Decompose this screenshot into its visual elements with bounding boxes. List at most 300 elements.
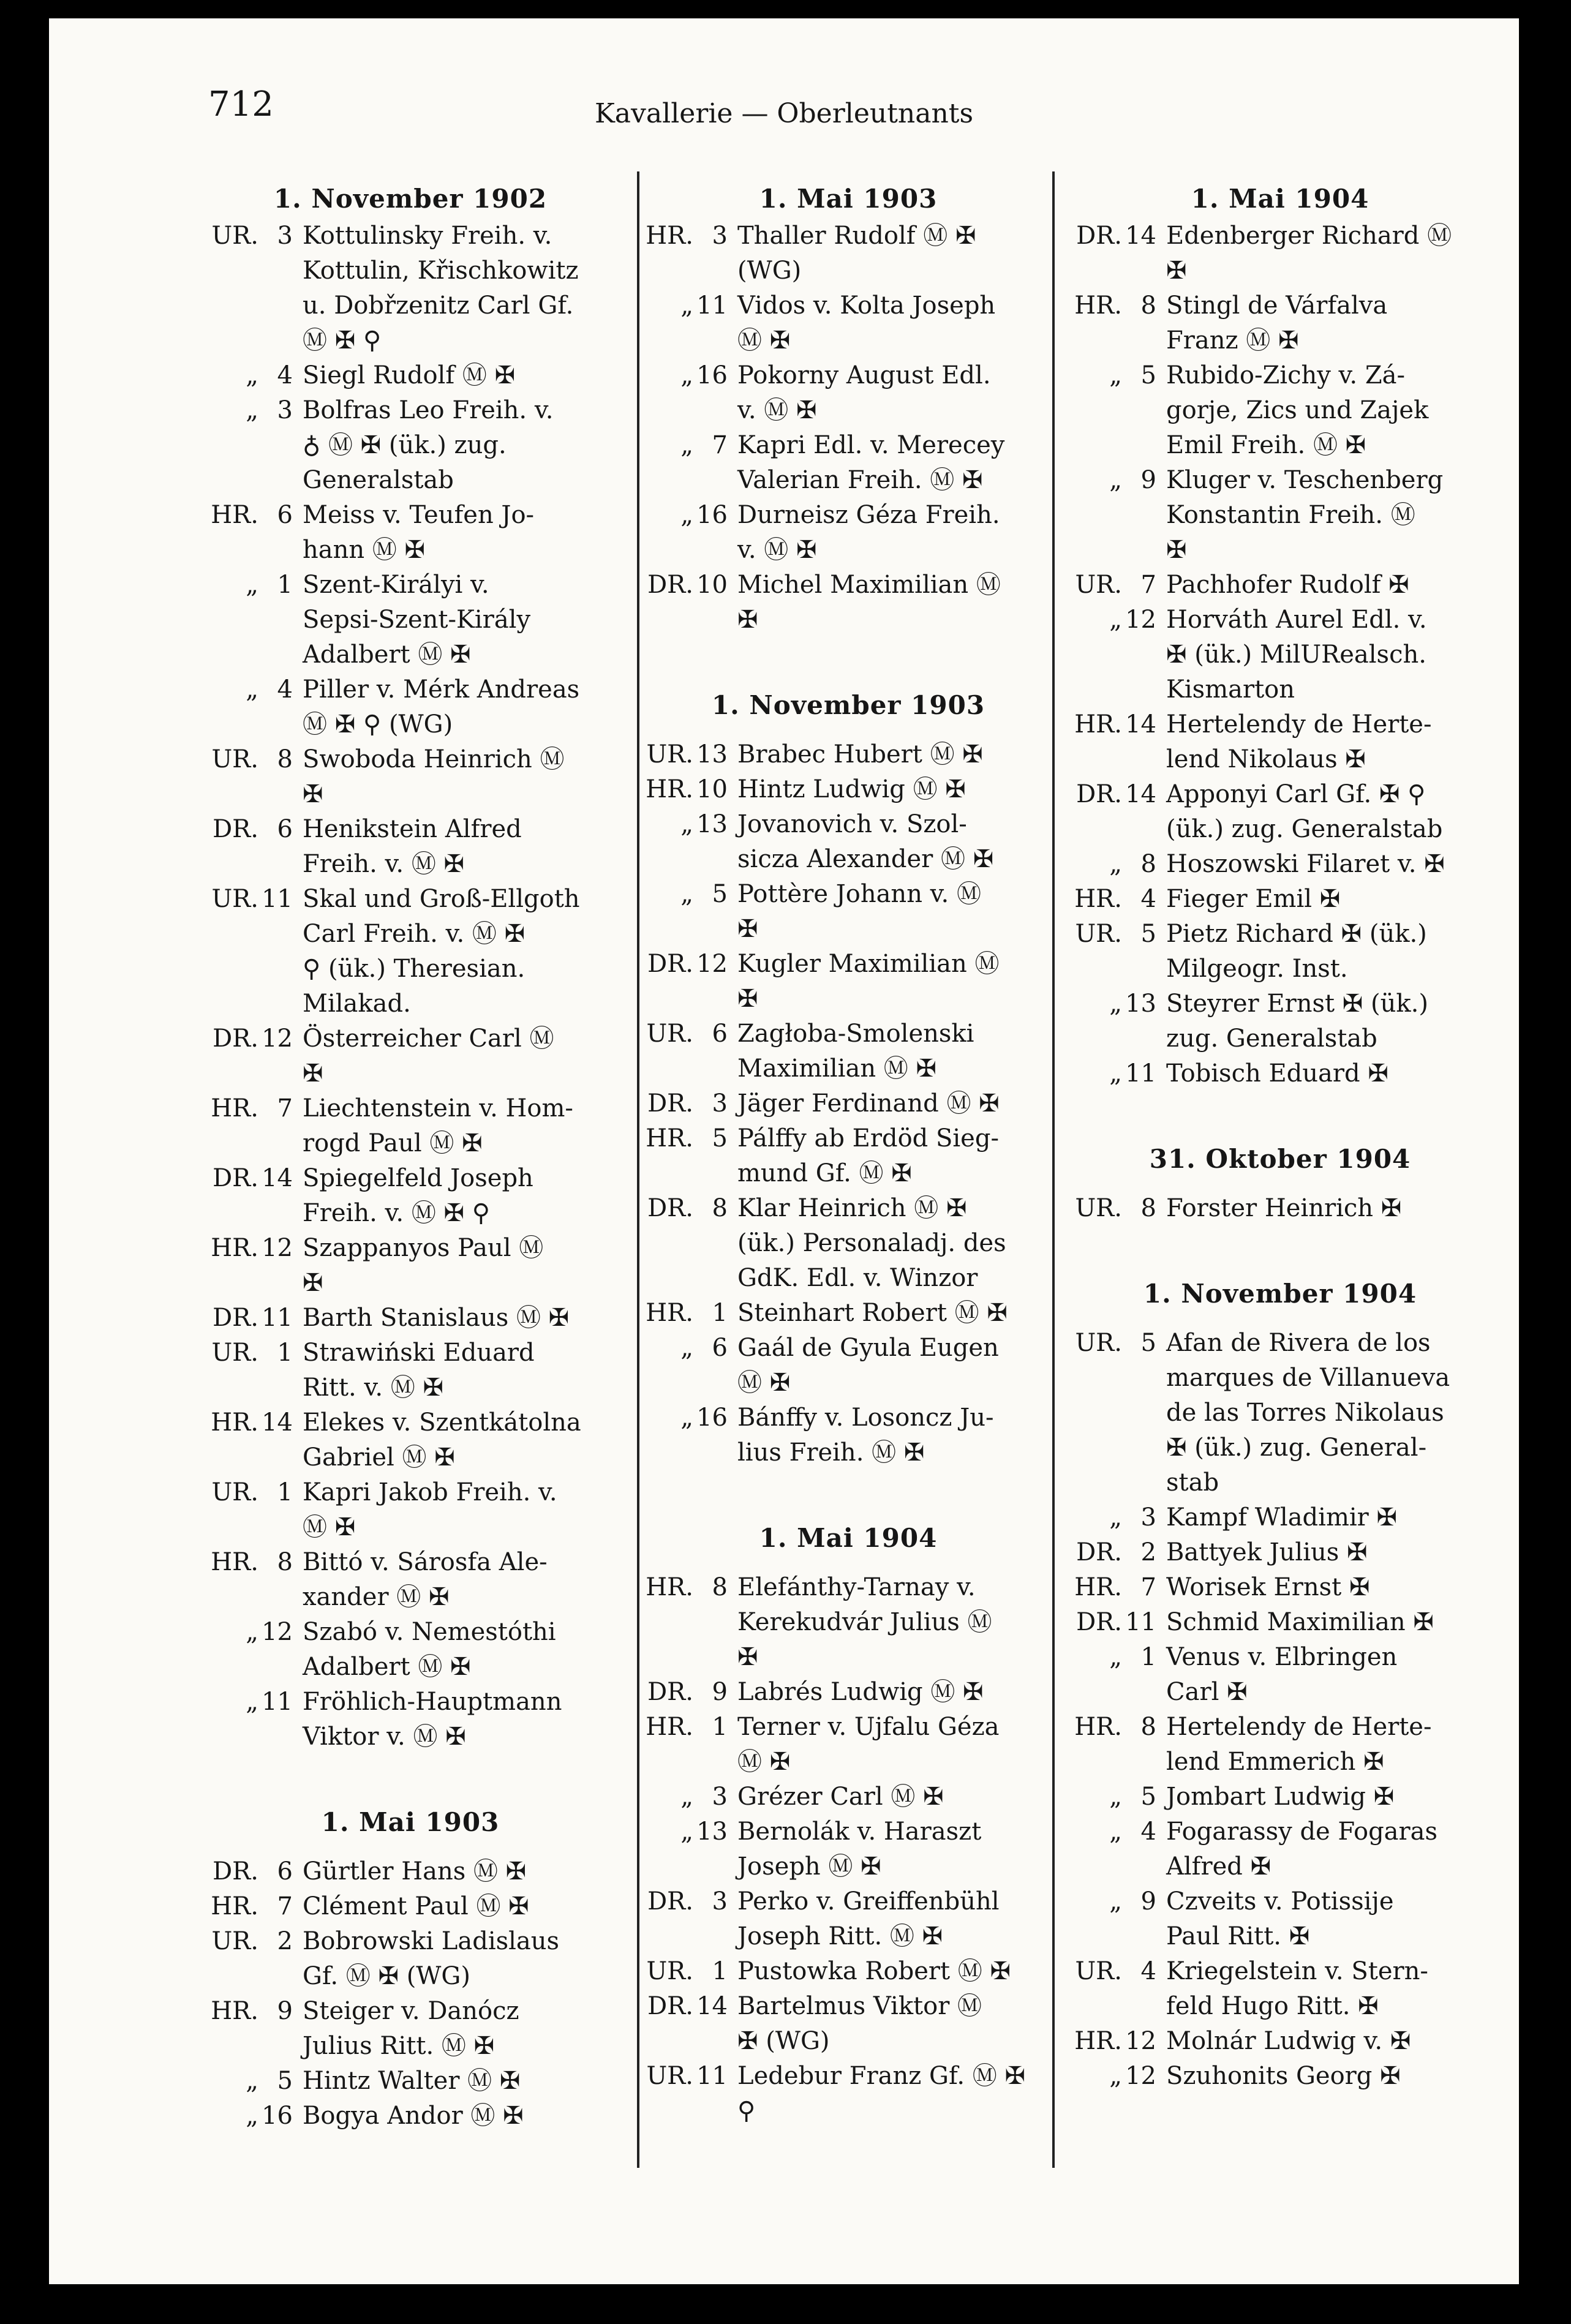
regiment-type: „ (680, 1818, 693, 1846)
regiment-type: DR. (647, 1678, 693, 1706)
officer-entry (190, 2099, 631, 2134)
regiment-number: 8 (277, 745, 293, 773)
officer-text: Schmid Maximilian ✠ (1166, 1608, 1434, 1636)
regiment-type: HR. (211, 501, 258, 529)
regiment-type: DR. (647, 950, 693, 978)
officer-entry (1053, 1570, 1507, 1605)
officer-text: Piller v. Mérk Andreas Ⓜ ✠ ⚲ (WG) (303, 675, 580, 739)
regiment-number: 1 (277, 1339, 293, 1367)
officer-entry (625, 1675, 1072, 1710)
officer-entry (625, 1017, 1072, 1086)
regiment-type: „ (246, 675, 258, 704)
officer-entry (1053, 1326, 1507, 1500)
regiment-type: „ (246, 2102, 258, 2130)
regiment-number: 9 (277, 1997, 293, 2025)
officer-entry (190, 1091, 631, 1161)
regiment-type: „ (1109, 1643, 1122, 1671)
officer-entry (190, 1854, 631, 1889)
officer-entry (1053, 1056, 1507, 1091)
regiment-number: 10 (696, 571, 728, 599)
officer-text: Swoboda Heinrich Ⓜ ✠ (303, 745, 565, 808)
regiment-type: HR. (211, 1892, 258, 1920)
regiment-type: „ (1109, 990, 1122, 1018)
officer-text: Barth Stanislaus Ⓜ ✠ (303, 1304, 570, 1332)
regiment-type: „ (246, 1618, 258, 1646)
officer-entry (1053, 288, 1507, 358)
officer-entry (625, 1296, 1072, 1331)
officer-text: Henikstein Alfred Freih. v. Ⓜ ✠ (303, 815, 522, 878)
regiment-type: DR. (213, 815, 258, 843)
regiment-number: 4 (277, 361, 293, 389)
officer-entry (190, 1545, 631, 1615)
regiment-type: UR. (1075, 920, 1122, 948)
regiment-type: HR. (1074, 885, 1122, 913)
officer-entry (625, 947, 1072, 1017)
regiment-type: HR. (646, 775, 693, 803)
officer-entry (1053, 358, 1507, 463)
regiment-type: HR. (1074, 2027, 1122, 2055)
officer-entry (1053, 1884, 1507, 1954)
officer-entry (190, 1021, 631, 1091)
regiment-number: 7 (1140, 1573, 1156, 1601)
regiment-number: 5 (1140, 920, 1156, 948)
regiment-type: UR. (646, 1020, 693, 1048)
regiment-number: 14 (1125, 710, 1156, 739)
regiment-number: 14 (262, 1164, 293, 1192)
officer-text: Szuhonits Georg ✠ (1166, 2062, 1401, 2090)
officer-entry (190, 882, 631, 1021)
officer-text: Kapri Jakob Freih. v. Ⓜ ✠ (303, 1478, 557, 1541)
regiment-number: 5 (277, 2067, 293, 2095)
regiment-number: 13 (696, 740, 728, 769)
officer-entry (190, 1231, 631, 1301)
regiment-type: HR. (1074, 710, 1122, 739)
officer-entry (625, 807, 1072, 877)
officer-text: Clément Paul Ⓜ ✠ (303, 1892, 529, 1920)
officer-text: Spiegelfeld Joseph Freih. v. Ⓜ ✠ ⚲ (303, 1164, 533, 1227)
officer-text: Bánffy v. Losoncz Ju- lius Freih. Ⓜ ✠ (737, 1404, 994, 1467)
officer-entry (1053, 777, 1507, 847)
officer-entry (1053, 1640, 1507, 1710)
officer-text: Pokorny August Edl. v. Ⓜ ✠ (737, 361, 991, 424)
officer-entry (625, 1570, 1072, 1675)
officer-entry (1053, 1191, 1507, 1226)
officer-text: Stingl de Várfalva Franz Ⓜ ✠ (1166, 291, 1388, 355)
regiment-type: „ (246, 2067, 258, 2095)
section-date-heading: 31. Oktober 1904 (1149, 1144, 1411, 1174)
officer-entry (190, 393, 631, 498)
regiment-type: DR. (1076, 222, 1122, 250)
regiment-type: HR. (1074, 291, 1122, 320)
officer-text: Bogya Andor Ⓜ ✠ (303, 2102, 524, 2130)
regiment-type: UR. (211, 1339, 258, 1367)
officer-entry (1053, 603, 1507, 707)
regiment-type: UR. (211, 222, 258, 250)
regiment-type: „ (1109, 850, 1122, 878)
officer-entry (190, 1301, 631, 1336)
regiment-type: DR. (1076, 1538, 1122, 1566)
regiment-type: UR. (646, 1957, 693, 1985)
regiment-number: 4 (1140, 1957, 1156, 1985)
officer-entry (190, 1405, 631, 1475)
regiment-type: DR. (647, 571, 693, 599)
officer-entry (625, 1954, 1072, 1989)
regiment-type: DR. (647, 1089, 693, 1118)
officer-entry (625, 1331, 1072, 1401)
regiment-number: 3 (277, 222, 293, 250)
regiment-type: „ (680, 810, 693, 838)
regiment-type: UR. (1075, 1957, 1122, 1985)
regiment-number: 1 (277, 571, 293, 599)
officer-text: Labrés Ludwig Ⓜ ✠ (737, 1678, 984, 1706)
officer-text: Bartelmus Viktor Ⓜ ✠ (WG) (737, 1992, 982, 2055)
regiment-number: 8 (712, 1573, 728, 1601)
regiment-type: UR. (1075, 571, 1122, 599)
officer-entry (625, 428, 1072, 498)
officer-text: Steinhart Robert Ⓜ ✠ (737, 1299, 1008, 1327)
regiment-number: 8 (1140, 291, 1156, 320)
regiment-number: 3 (712, 1887, 728, 1916)
regiment-number: 5 (1140, 1329, 1156, 1357)
officer-entry (625, 498, 1072, 568)
officer-text: Pachhofer Rudolf ✠ (1166, 571, 1409, 599)
regiment-type: UR. (646, 2062, 693, 2090)
officer-entry (190, 1889, 631, 1924)
regiment-type: „ (1109, 1059, 1122, 1088)
regiment-type: UR. (211, 1478, 258, 1506)
regiment-type: DR. (1076, 1608, 1122, 1636)
officer-entry (1053, 1954, 1507, 2024)
officer-text: Battyek Julius ✠ (1166, 1538, 1368, 1566)
officer-entry (1053, 847, 1507, 882)
regiment-number: 16 (696, 501, 728, 529)
officer-text: Kampf Wladimir ✠ (1166, 1503, 1398, 1532)
regiment-type: „ (1109, 466, 1122, 494)
section-date-heading: 1. November 1903 (711, 690, 985, 720)
regiment-type: HR. (646, 1573, 693, 1601)
officer-text: Perko v. Greiffenbühl Joseph Ritt. Ⓜ ✠ (737, 1887, 1000, 1950)
officer-text: Bobrowski Ladislaus Gf. Ⓜ ✠ (WG) (303, 1927, 560, 1990)
column-2 (625, 184, 1072, 2129)
regiment-type: „ (246, 571, 258, 599)
running-title: Kavallerie — Oberleutnants (594, 98, 974, 129)
officer-entry (1053, 219, 1507, 288)
officer-text: Bittó v. Sárosfa Ale- xander Ⓜ ✠ (303, 1548, 548, 1611)
officer-text: Kluger v. Teschenberg Konstantin Freih. Ⓜ ✠ (1166, 466, 1444, 564)
officer-entry (1053, 1710, 1507, 1780)
officer-entry (625, 877, 1072, 947)
officer-entry (625, 288, 1072, 358)
regiment-type: UR. (1075, 1194, 1122, 1222)
regiment-type: HR. (1074, 1713, 1122, 1741)
officer-text: Venus v. Elbringen Carl ✠ (1166, 1643, 1398, 1706)
officer-entry (190, 1336, 631, 1405)
regiment-number: 6 (712, 1020, 728, 1048)
regiment-type: „ (246, 1688, 258, 1716)
regiment-number: 12 (1125, 2027, 1156, 2055)
regiment-number: 5 (712, 880, 728, 908)
officer-entry (625, 1780, 1072, 1814)
officer-text: Steiger v. Danócz Julius Ritt. Ⓜ ✠ (303, 1997, 519, 2060)
regiment-number: 4 (1140, 1818, 1156, 1846)
regiment-number: 14 (262, 1408, 293, 1437)
regiment-number: 5 (1140, 361, 1156, 389)
officer-text: Hoszowski Filaret v. ✠ (1166, 850, 1445, 878)
regiment-number: 12 (696, 950, 728, 978)
regiment-type: „ (680, 880, 693, 908)
regiment-number: 10 (696, 775, 728, 803)
regiment-number: 8 (1140, 850, 1156, 878)
regiment-number: 12 (262, 1025, 293, 1053)
officer-text: Gaál de Gyula Eugen Ⓜ ✠ (737, 1334, 999, 1397)
officer-text: Jäger Ferdinand Ⓜ ✠ (737, 1089, 1000, 1118)
officer-text: Vidos v. Kolta Joseph Ⓜ ✠ (737, 291, 996, 355)
officer-entry (625, 737, 1072, 772)
officer-text: Molnár Ludwig v. ✠ (1166, 2027, 1411, 2055)
officer-entry (625, 1121, 1072, 1191)
regiment-type: HR. (211, 1997, 258, 2025)
officer-text: Szabó v. Nemestóthi Adalbert Ⓜ ✠ (303, 1618, 556, 1681)
officer-text: Horváth Aurel Edl. v. ✠ (ük.) MilURealsch. Kismarton (1166, 606, 1427, 704)
officer-text: Zagłoba-Smolenski Maximilian Ⓜ ✠ (737, 1020, 974, 1083)
officer-entry (190, 568, 631, 672)
officer-text: Terner v. Ujfalu Géza Ⓜ ✠ (737, 1713, 1000, 1776)
section-date-heading: 1. November 1902 (273, 184, 548, 214)
regiment-number: 12 (262, 1234, 293, 1262)
regiment-number: 13 (696, 1818, 728, 1846)
regiment-type: DR. (647, 1194, 693, 1222)
regiment-type: „ (680, 501, 693, 529)
section-date-heading: 1. Mai 1903 (321, 1807, 500, 1837)
regiment-number: 12 (262, 1618, 293, 1646)
officer-entry (190, 742, 631, 812)
regiment-number: 1 (712, 1957, 728, 1985)
regiment-number: 7 (277, 1892, 293, 1920)
regiment-type: UR. (646, 740, 693, 769)
officer-entry (625, 772, 1072, 807)
officer-text: Kottulinsky Freih. v. Kottulin, Křischkowitz u. Dobřzenitz Carl Gf. Ⓜ ✠ ⚲ (303, 222, 579, 355)
officer-text: Afan de Rivera de los marques de Villanueva de las Torres Nikolaus ✠ (ük.) zug. General- stab (1166, 1329, 1450, 1497)
regiment-type: DR. (647, 1992, 693, 2020)
regiment-type: UR. (211, 745, 258, 773)
officer-text: Szent-Királyi v. Sepsi-Szent-Király Adalbert Ⓜ ✠ (303, 571, 531, 669)
regiment-type: „ (680, 1783, 693, 1811)
officer-entry (1053, 882, 1507, 917)
officer-entry (190, 498, 631, 568)
officer-entry (190, 672, 631, 742)
officer-text: Elefánthy-Tarnay v. Kerekudvár Julius Ⓜ ✠ (737, 1573, 992, 1671)
regiment-number: 9 (1140, 466, 1156, 494)
regiment-type: „ (246, 396, 258, 424)
officer-text: Hertelendy de Herte- lend Emmerich ✠ (1166, 1713, 1432, 1776)
officer-entry (1053, 1605, 1507, 1640)
officer-text: Bolfras Leo Freih. v. ♁ Ⓜ ✠ (ük.) zug. Generalstab (303, 396, 554, 494)
document-page (49, 18, 1519, 2284)
officer-text: Kugler Maximilian Ⓜ ✠ (737, 950, 1000, 1013)
regiment-number: 1 (712, 1299, 728, 1327)
regiment-number: 2 (277, 1927, 293, 1955)
officer-entry (1053, 1500, 1507, 1535)
officer-text: Worisek Ernst ✠ (1166, 1573, 1370, 1601)
officer-entry (625, 2059, 1072, 2129)
officer-text: Klar Heinrich Ⓜ ✠ (ük.) Personaladj. des GdK. Edl. v. Winzor (737, 1194, 1006, 1292)
regiment-type: UR. (211, 885, 258, 913)
officer-entry (625, 1086, 1072, 1121)
officer-text: Szappanyos Paul Ⓜ ✠ (303, 1234, 544, 1297)
regiment-number: 7 (712, 431, 728, 459)
regiment-number: 6 (712, 1334, 728, 1362)
regiment-number: 6 (277, 815, 293, 843)
regiment-type: HR. (211, 1234, 258, 1262)
officer-entry (1053, 987, 1507, 1056)
officer-entry (190, 1994, 631, 2064)
regiment-number: 11 (1125, 1608, 1156, 1636)
officer-entry (190, 219, 631, 358)
officer-text: Edenberger Richard Ⓜ ✠ (1166, 222, 1452, 285)
page-number: 712 (208, 85, 274, 124)
regiment-number: 16 (696, 1404, 728, 1432)
officer-text: Tobisch Eduard ✠ (1166, 1059, 1388, 1088)
regiment-type: „ (1109, 1887, 1122, 1916)
officer-entry (625, 358, 1072, 428)
officer-text: Pottère Johann v. Ⓜ ✠ (737, 880, 981, 943)
regiment-number: 3 (712, 222, 728, 250)
regiment-number: 14 (1125, 222, 1156, 250)
regiment-number: 1 (712, 1713, 728, 1741)
officer-entry (625, 1814, 1072, 1884)
officer-text: Bernolák v. Haraszt Joseph Ⓜ ✠ (737, 1818, 982, 1881)
officer-entry (190, 358, 631, 393)
officer-entry (190, 1161, 631, 1231)
officer-entry (190, 812, 631, 882)
officer-text: Ledebur Franz Gf. Ⓜ ✠ ⚲ (737, 2062, 1025, 2125)
officer-text: Grézer Carl Ⓜ ✠ (737, 1783, 944, 1811)
regiment-number: 7 (1140, 571, 1156, 599)
regiment-number: 3 (712, 1089, 728, 1118)
officer-text: Kriegelstein v. Stern- feld Hugo Ritt. ✠ (1166, 1957, 1428, 2020)
officer-text: Meiss v. Teufen Jo- hann Ⓜ ✠ (303, 501, 535, 564)
officer-entry (1053, 568, 1507, 603)
officer-text: Gürtler Hans Ⓜ ✠ (303, 1857, 527, 1886)
officer-text: Jombart Ludwig ✠ (1166, 1783, 1395, 1811)
regiment-number: 4 (277, 675, 293, 704)
officer-entry (1053, 2059, 1507, 2094)
officer-entry (1053, 463, 1507, 568)
regiment-number: 5 (1140, 1783, 1156, 1811)
officer-text: Pustowka Robert Ⓜ ✠ (737, 1957, 1011, 1985)
regiment-type: „ (680, 291, 693, 320)
regiment-type: DR. (213, 1025, 258, 1053)
column-3 (1053, 184, 1507, 2094)
section-date-heading: 1. Mai 1904 (759, 1523, 938, 1553)
regiment-type: DR. (213, 1857, 258, 1886)
officer-entry (625, 1884, 1072, 1954)
officer-text: Fröhlich-Hauptmann Viktor v. Ⓜ ✠ (303, 1688, 562, 1751)
officer-entry (190, 1924, 631, 1994)
regiment-number: 14 (696, 1992, 728, 2020)
regiment-type: „ (246, 361, 258, 389)
officer-text: Steyrer Ernst ✠ (ük.) zug. Generalstab (1166, 990, 1428, 1053)
officer-entry (190, 2064, 631, 2099)
regiment-type: „ (1109, 2062, 1122, 2090)
regiment-type: „ (680, 361, 693, 389)
regiment-number: 11 (262, 885, 293, 913)
regiment-number: 16 (262, 2102, 293, 2130)
officer-entry (190, 1685, 631, 1754)
officer-text: Fogarassy de Fogaras Alfred ✠ (1166, 1818, 1438, 1881)
regiment-number: 8 (277, 1548, 293, 1576)
regiment-number: 3 (277, 396, 293, 424)
regiment-type: HR. (211, 1094, 258, 1123)
section-date-heading: 1. November 1904 (1143, 1279, 1417, 1309)
regiment-number: 11 (262, 1304, 293, 1332)
regiment-number: 6 (277, 501, 293, 529)
officer-entry (625, 1989, 1072, 2059)
regiment-type: HR. (646, 222, 693, 250)
officer-entry (1053, 1780, 1507, 1814)
regiment-number: 8 (1140, 1713, 1156, 1741)
regiment-type: HR. (1074, 1573, 1122, 1601)
officer-text: Durneisz Géza Freih. v. Ⓜ ✠ (737, 501, 1000, 564)
officer-entry (1053, 1535, 1507, 1570)
officer-text: Österreicher Carl Ⓜ ✠ (303, 1025, 554, 1088)
regiment-number: 8 (1140, 1194, 1156, 1222)
officer-entry (1053, 2024, 1507, 2059)
regiment-number: 1 (1140, 1643, 1156, 1671)
officer-text: Siegl Rudolf Ⓜ ✠ (303, 361, 516, 389)
officer-entry (1053, 1814, 1507, 1884)
regiment-type: „ (680, 431, 693, 459)
regiment-type: „ (1109, 1503, 1122, 1532)
regiment-type: UR. (211, 1927, 258, 1955)
regiment-type: DR. (213, 1304, 258, 1332)
regiment-type: „ (1109, 606, 1122, 634)
regiment-type: DR. (1076, 780, 1122, 808)
regiment-number: 9 (1140, 1887, 1156, 1916)
regiment-number: 3 (712, 1783, 728, 1811)
regiment-type: HR. (646, 1124, 693, 1153)
column-1 (190, 184, 631, 2134)
officer-text: Brabec Hubert Ⓜ ✠ (737, 740, 983, 769)
officer-text: Rubido-Zichy v. Zá- gorje, Zics und Zajek Emil Freih. Ⓜ ✠ (1166, 361, 1429, 459)
regiment-number: 11 (696, 2062, 728, 2090)
regiment-type: HR. (211, 1408, 258, 1437)
officer-text: Jovanovich v. Szol- sicza Alexander Ⓜ ✠ (737, 810, 994, 873)
officer-text: Pálffy ab Erdöd Sieg- mund Gf. Ⓜ ✠ (737, 1124, 999, 1187)
officer-text: Czveits v. Potissije Paul Ritt. ✠ (1166, 1887, 1394, 1950)
regiment-number: 11 (696, 291, 728, 320)
regiment-number: 13 (1125, 990, 1156, 1018)
officer-text: Skal und Groß-Ellgoth Carl Freih. v. Ⓜ ✠ ⚲ (ük.) Theresian. Milakad. (303, 885, 580, 1018)
officer-entry (625, 1710, 1072, 1780)
regiment-number: 14 (1125, 780, 1156, 808)
regiment-number: 12 (1125, 606, 1156, 634)
regiment-type: „ (1109, 1818, 1122, 1846)
officer-entry (625, 568, 1072, 637)
regiment-number: 16 (696, 361, 728, 389)
officer-entry (625, 219, 1072, 288)
officer-text: Fieger Emil ✠ (1166, 885, 1341, 913)
regiment-number: 11 (262, 1688, 293, 1716)
officer-text: Michel Maximilian Ⓜ ✠ (737, 571, 1001, 634)
regiment-number: 12 (1125, 2062, 1156, 2090)
officer-text: Thaller Rudolf Ⓜ ✠ (WG) (737, 222, 976, 285)
section-date-heading: 1. Mai 1903 (759, 184, 938, 214)
officer-text: Strawiński Eduard Ritt. v. Ⓜ ✠ (303, 1339, 535, 1402)
officer-text: Liechtenstein v. Hom- rogd Paul Ⓜ ✠ (303, 1094, 573, 1157)
regiment-type: HR. (646, 1713, 693, 1741)
regiment-type: DR. (647, 1887, 693, 1916)
